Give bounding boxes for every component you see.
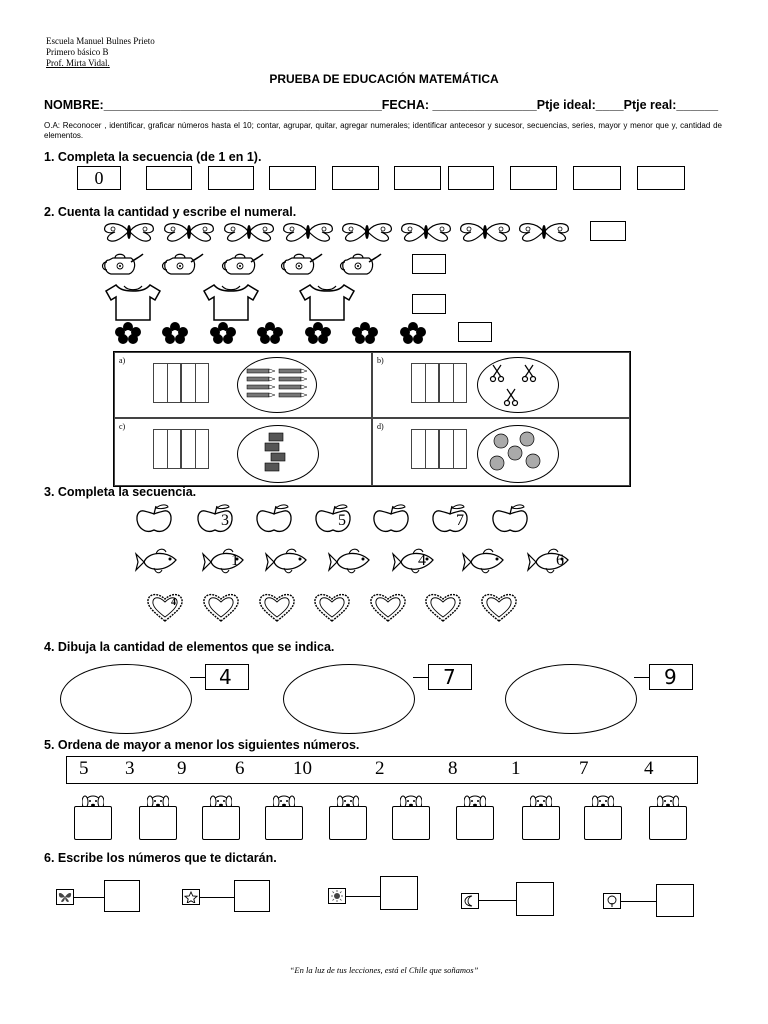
butterfly-icon — [343, 224, 392, 241]
heart-icon — [148, 595, 182, 621]
question-6-title: 6. Escribe los números que te dictarán. — [44, 851, 277, 865]
fish-icon — [266, 549, 306, 573]
butterfly-icon — [520, 224, 569, 241]
teapot-icon — [282, 254, 323, 274]
apple-icon — [374, 505, 408, 532]
answer-pocket[interactable] — [580, 792, 624, 840]
block-icon — [261, 431, 291, 479]
question-1-title: 1. Completa la secuencia (de 1 en 1). — [44, 150, 262, 164]
flower-icon — [210, 322, 236, 344]
panel-cell-d — [372, 418, 630, 486]
number-strip — [66, 756, 698, 784]
heart-icon — [260, 595, 294, 621]
tshirt-icon — [300, 285, 354, 320]
dictation-box[interactable] — [234, 880, 270, 912]
butterfly-icon — [402, 224, 451, 241]
cell-label: c) — [119, 422, 126, 431]
fish-number: 4 — [418, 552, 426, 569]
count-answer-box[interactable] — [458, 322, 492, 342]
heart-icon — [315, 595, 349, 621]
answer-pocket[interactable] — [452, 792, 496, 840]
answer-pocket[interactable] — [135, 792, 179, 840]
cell-label: d) — [377, 422, 384, 431]
butterfly-icon — [225, 224, 274, 241]
answer-pocket[interactable] — [261, 792, 305, 840]
dictation-box[interactable] — [104, 880, 140, 912]
answer-pocket[interactable] — [325, 792, 369, 840]
heart-icon — [482, 595, 516, 621]
footer-quote: “En la luz de tus lecciones, está el Chile que soñamos” — [289, 965, 479, 975]
learning-objective: O.A: Reconocer , identificar, graficar números hasta el 10; contar, agrupar, quitar, agregar numerales; identificar antecesor y sucesor, secuencias, series, mayor y menor que y, cantidad de elementos. — [44, 121, 722, 140]
ten-frame[interactable] — [153, 363, 181, 403]
strip-number: 6 — [235, 758, 245, 779]
apple-number: 7 — [456, 512, 464, 529]
tree-icon — [603, 893, 621, 909]
teapot-icon — [103, 254, 144, 274]
sun-icon — [328, 888, 346, 904]
count-answer-box[interactable] — [590, 221, 626, 241]
apple-icon — [257, 505, 291, 532]
moon-icon — [461, 893, 479, 909]
ten-frame[interactable] — [181, 429, 209, 469]
flower-icon — [257, 322, 283, 344]
grade-label: Primero básico B — [46, 47, 109, 57]
strip-number: 2 — [375, 758, 385, 779]
quantity-box — [649, 664, 693, 690]
strip-number: 3 — [125, 758, 135, 779]
teacher-name: Prof. Mirta Vidal. — [46, 58, 110, 68]
butterfly-icon — [105, 224, 154, 241]
connector-line — [190, 677, 205, 678]
quantity-box — [205, 664, 249, 690]
apple-icon — [493, 505, 527, 532]
strip-number: 5 — [79, 758, 89, 779]
flower-icon — [115, 322, 141, 344]
ten-frame[interactable] — [181, 363, 209, 403]
strip-number: 8 — [448, 758, 458, 779]
heart-icon — [371, 595, 405, 621]
ten-frame[interactable] — [153, 429, 181, 469]
strip-number: 1 — [511, 758, 521, 779]
quantity-number: 4 — [219, 665, 232, 689]
connector-line — [413, 677, 428, 678]
teapot-icon — [163, 254, 204, 274]
answer-pocket[interactable] — [388, 792, 432, 840]
connector-line — [479, 900, 516, 901]
quantity-number: 9 — [664, 665, 677, 689]
flower-icon — [352, 322, 378, 344]
sequence-box-first: 0 — [77, 166, 121, 190]
strip-number: 7 — [579, 758, 589, 779]
apple-icon — [137, 505, 171, 532]
cell-label: a) — [119, 356, 126, 365]
connector-line — [634, 677, 649, 678]
butterfly-icon — [284, 224, 333, 241]
strip-number: 4 — [644, 758, 654, 779]
tshirt-icon — [204, 285, 258, 320]
strip-number: 9 — [177, 758, 187, 779]
apple-number: 3 — [221, 512, 229, 529]
question-5-title: 5. Ordena de mayor a menor los siguientes números. — [44, 738, 360, 752]
fruit-icon — [485, 431, 553, 477]
fish-icon — [463, 549, 503, 573]
flower-icon — [162, 322, 188, 344]
count-answer-box[interactable] — [412, 294, 446, 314]
count-answer-box[interactable] — [412, 254, 446, 274]
butterfly-icon — [461, 224, 510, 241]
quantity-number: 7 — [443, 665, 456, 689]
connector-line — [346, 896, 380, 897]
teapot-icon — [341, 254, 382, 274]
drawing-circle[interactable] — [505, 664, 637, 734]
connector-line — [200, 897, 234, 898]
dictation-box[interactable] — [380, 876, 418, 910]
flower-icon — [400, 322, 426, 344]
connector-line — [621, 901, 656, 902]
heart-icon — [204, 595, 238, 621]
answer-pocket[interactable] — [198, 792, 242, 840]
fish-number: 1 — [231, 552, 239, 569]
star-icon — [182, 889, 200, 905]
teapot-icon — [223, 254, 264, 274]
fish-icon — [136, 549, 176, 573]
fish-icon — [329, 549, 369, 573]
pencil-icon — [245, 367, 315, 407]
cell-label: b) — [377, 356, 384, 365]
quantity-box — [428, 664, 472, 690]
scissors-icon — [487, 363, 549, 409]
question-4-title: 4. Dibuja la cantidad de elementos que se indica. — [44, 640, 335, 654]
page-title: PRUEBA DE EDUCACIÓN MATEMÁTICA — [269, 72, 499, 86]
ten-frame[interactable] — [439, 429, 467, 469]
dictation-box[interactable] — [516, 882, 554, 916]
answer-pocket[interactable] — [518, 792, 562, 840]
ten-frame[interactable] — [411, 429, 439, 469]
apple-number: 5 — [338, 512, 346, 529]
question-3-title: 3. Completa la secuencia. — [44, 485, 197, 499]
school-name: Escuela Manuel Bulnes Prieto — [46, 36, 155, 46]
heart-number: 4 — [171, 597, 176, 608]
butterfly-icon — [165, 224, 214, 241]
panel-cell-b — [372, 352, 630, 418]
ten-frame[interactable] — [411, 363, 439, 403]
strip-number: 10 — [293, 758, 312, 779]
fish-number: 6 — [556, 552, 564, 569]
panel-cell-a — [114, 352, 372, 418]
tshirt-icon — [106, 285, 160, 320]
butterfly-icon — [56, 889, 74, 905]
heart-icon — [426, 595, 460, 621]
ten-frame-panel — [113, 351, 631, 487]
dictation-box[interactable] — [656, 884, 694, 917]
answer-pocket[interactable] — [70, 792, 114, 840]
question-2-title: 2. Cuenta la cantidad y escribe el numeral. — [44, 205, 297, 219]
drawing-circle[interactable] — [283, 664, 415, 734]
flower-icon — [305, 322, 331, 344]
drawing-circle[interactable] — [60, 664, 192, 734]
panel-cell-c — [114, 418, 372, 486]
name-date-score-row[interactable]: NOMBRE:________________________________________FECHA: _______________Ptje ideal:____Ptje real:______ — [44, 98, 719, 112]
fish-icon — [393, 549, 433, 573]
ten-frame[interactable] — [439, 363, 467, 403]
answer-pocket[interactable] — [645, 792, 689, 840]
connector-line — [74, 897, 104, 898]
